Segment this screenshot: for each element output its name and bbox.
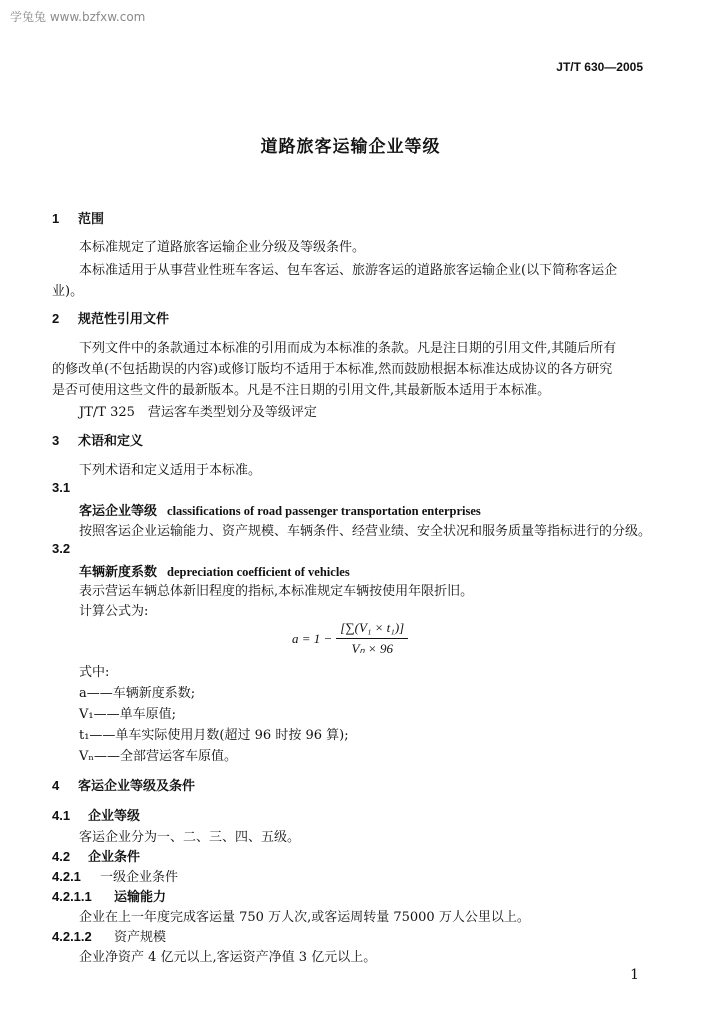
subsection-heading: 4.2.1 一级企业条件 bbox=[52, 869, 179, 885]
formula-intro: 计算公式为: bbox=[79, 604, 149, 619]
section-number: 3 bbox=[52, 433, 60, 448]
section-4-heading bbox=[52, 775, 195, 794]
paragraph: 下列文件中的条款通过本标准的引用而成为本标准的条款。凡是注日期的引用文件,其随后所有 bbox=[79, 341, 617, 356]
section-3-heading bbox=[52, 430, 143, 449]
term-entry bbox=[79, 561, 350, 580]
variable-definition: Vₙ——全部营运客车原值。 bbox=[79, 749, 238, 764]
paragraph: 客运企业分为一、二、三、四、五级。 bbox=[79, 830, 301, 845]
subsection-heading: 4.1 企业等级 bbox=[52, 808, 141, 824]
paragraph: 本标准规定了道路旅客运输企业分级及等级条件。 bbox=[79, 240, 366, 255]
term-name: 客运企业等级 bbox=[79, 504, 158, 519]
page-number: 1 bbox=[630, 967, 639, 983]
term-definition: 按照客运企业运输能力、资产规模、车辆条件、经营业绩、安全状况和服务质量等指标进行的分级。 bbox=[79, 524, 652, 539]
subsection-heading: 4.2.1.1 运输能力 bbox=[52, 889, 167, 905]
variable-definition: V₁——单车原值; bbox=[79, 707, 176, 722]
term-number: 3.1 bbox=[52, 480, 71, 495]
term-name: 车辆新度系数 bbox=[79, 565, 158, 580]
paragraph-continuation: 业)。 bbox=[52, 284, 84, 299]
paragraph-continuation: 的修改单(不包括勘误的内容)或修订版均不适用于本标准,然而鼓励根据本标准达成协议的各方研究 bbox=[52, 362, 613, 377]
formula-numerator: [∑(V₁ × t₁)] bbox=[336, 620, 408, 639]
section-number: 2 bbox=[52, 311, 60, 326]
subsection-heading: 4.2 企业条件 bbox=[52, 849, 141, 865]
subsection-heading: 4.2.1.2 资产规模 bbox=[52, 929, 167, 945]
term-definition: 表示营运车辆总体新旧程度的指标,本标准规定车辆按使用年限折旧。 bbox=[79, 584, 474, 599]
reference-item: JT/T 325 营运客车类型划分及等级评定 bbox=[79, 405, 317, 420]
term-english: classifications of road passenger transportation enterprises bbox=[167, 504, 481, 518]
section-title: 术语和定义 bbox=[78, 434, 144, 449]
document-number: JT/T 630—2005 bbox=[556, 60, 643, 74]
formula-denominator: Vₙ × 96 bbox=[351, 641, 393, 656]
term-english: depreciation coefficient of vehicles bbox=[167, 565, 350, 579]
paragraph: 本标准适用于从事营业性班车客运、包车客运、旅游客运的道路旅客运输企业(以下简称客运企 bbox=[79, 263, 618, 278]
section-title: 范围 bbox=[78, 212, 105, 227]
paragraph: 企业在上一年度完成客运量 750 万人次,或客运周转量 75000 万人公里以上。 bbox=[79, 910, 530, 925]
section-number: 1 bbox=[52, 211, 60, 226]
formula bbox=[292, 620, 408, 657]
paragraph-continuation: 是否可使用这些文件的最新版本。凡是不注日期的引用文件,其最新版本适用于本标准。 bbox=[52, 383, 551, 398]
term-entry bbox=[79, 500, 481, 519]
paragraph: 下列术语和定义适用于本标准。 bbox=[79, 463, 262, 478]
variable-definition: a——车辆新度系数; bbox=[79, 686, 196, 701]
page-title: 道路旅客运输企业等级 bbox=[260, 137, 441, 157]
watermark: 学兔兔 www.bzfxw.com bbox=[10, 10, 146, 24]
variable-definition: t₁——单车实际使用月数(超过 96 时按 96 算); bbox=[79, 728, 349, 743]
section-2-heading bbox=[52, 308, 169, 327]
where-label: 式中: bbox=[79, 665, 110, 680]
paragraph: 企业净资产 4 亿元以上,客运资产净值 3 亿元以上。 bbox=[79, 950, 377, 965]
section-1-heading bbox=[52, 208, 104, 227]
term-number: 3.2 bbox=[52, 541, 71, 556]
section-title: 规范性引用文件 bbox=[78, 312, 170, 327]
section-title: 客运企业等级及条件 bbox=[78, 779, 196, 794]
formula-lhs: a = 1 − bbox=[292, 630, 333, 646]
section-number: 4 bbox=[52, 778, 60, 793]
formula-fraction bbox=[336, 620, 408, 657]
